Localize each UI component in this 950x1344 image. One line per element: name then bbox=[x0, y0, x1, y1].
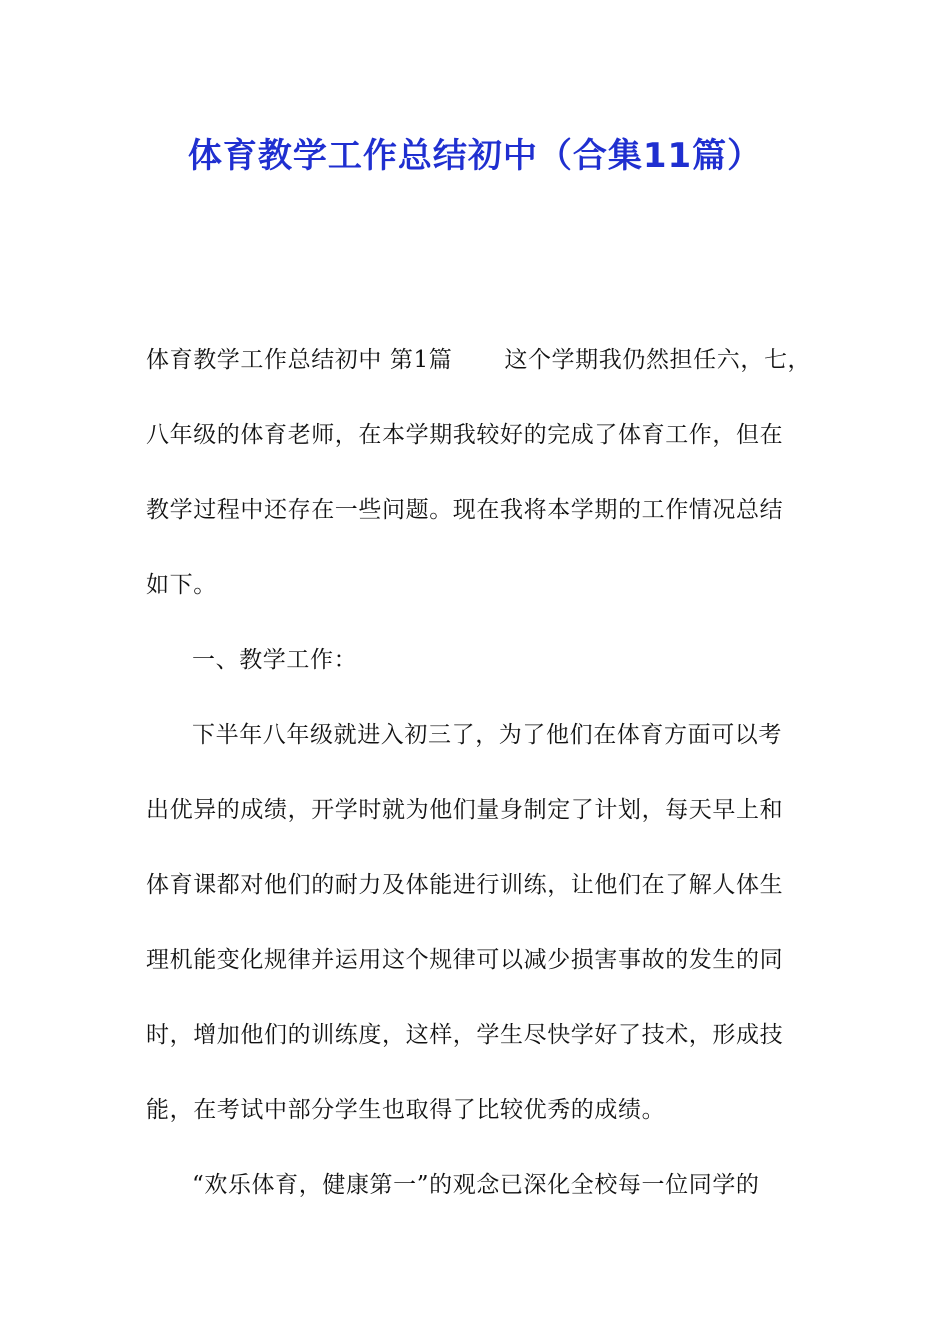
section-heading: 体育教学工作总结初中 第1篇 bbox=[146, 347, 453, 373]
document-title: 体育教学工作总结初中（合集11篇） bbox=[187, 136, 763, 176]
paragraph-line: 体育课都对他们的耐力及体能进行训练，让他们在了解人体生 bbox=[146, 872, 784, 898]
paragraph-line: “欢乐体育，健康第一”的观念已深化全校每一位同学的 bbox=[192, 1172, 760, 1198]
section-subheading: 一、教学工作： bbox=[192, 647, 358, 673]
document-body bbox=[146, 338, 816, 1238]
paragraph-line: 能，在考试中部分学生也取得了比较优秀的成绩。 bbox=[146, 1097, 666, 1123]
paragraph-line: 下半年八年级就进入初三了，为了他们在体育方面可以考 bbox=[192, 722, 782, 748]
paragraph-line: 时，增加他们的训练度，这样，学生尽快学好了技术，形成技 bbox=[146, 1022, 784, 1048]
paragraph-text: 这个学期我仍然担任六，七， bbox=[504, 347, 812, 373]
paragraph-line: 八年级的体育老师，在本学期我较好的完成了体育工作，但在 bbox=[146, 422, 784, 448]
paragraph-line: 教学过程中还存在一些问题。现在我将本学期的工作情况总结 bbox=[146, 497, 784, 523]
paragraph-line: 如下。 bbox=[146, 572, 217, 598]
paragraph-line bbox=[146, 338, 816, 413]
paragraph-line: 理机能变化规律并运用这个规律可以减少损害事故的发生的同 bbox=[146, 947, 784, 973]
paragraph-line: 出优异的成绩，开学时就为他们量身制定了计划，每天早上和 bbox=[146, 797, 784, 823]
